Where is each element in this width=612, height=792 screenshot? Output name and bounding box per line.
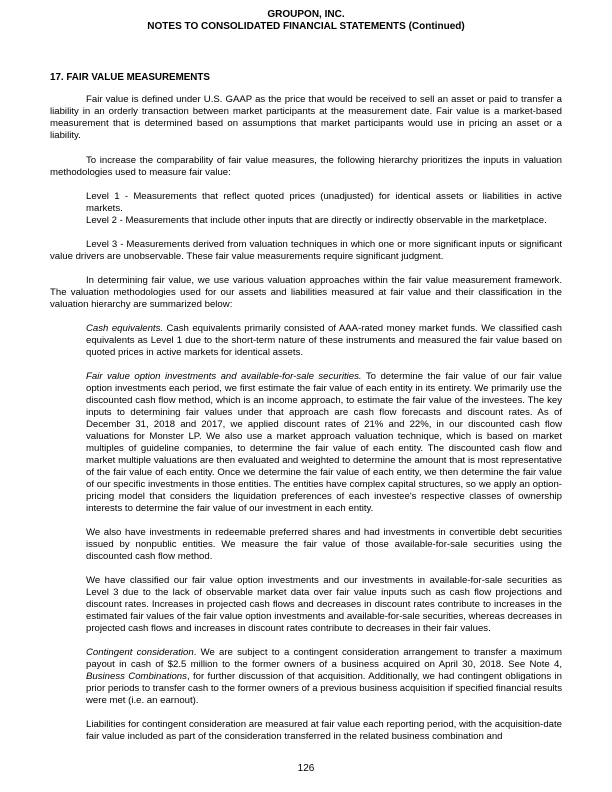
company-name: GROUPON, INC. xyxy=(267,9,345,20)
paragraph-redeemable-preferred: We also have investments in redeemable preferred shares and had investments in convertible debt securities issued by nonpublic entities. We measure the fair value of those available-for-sale securities using the discounted cash flow method. xyxy=(86,527,562,562)
page-number: 126 xyxy=(297,763,315,774)
paragraph-level-1: Level 1 - Measurements that reflect quoted prices (unadjusted) for identical assets or liabilities in active markets. xyxy=(86,191,562,214)
cash-equivalents-heading: Cash equivalents. xyxy=(86,323,164,334)
fair-value-option-heading: Fair value option investments and available-for-sale securities. xyxy=(86,371,362,382)
paragraph-level-3-classification: We have classified our fair value option investments and our investments in available-for-sale securities as Level 3 due to the lack of observable market data over fair value inputs such as cash flow projections and discount rates. Increases in projected cash flows and decreases in discount rates contribute to increases in the estimated fair values of the fair value option investments and available-for-sale securities, whereas decreases in projected cash flows and increases in discount rates contribute to decreases in their fair values. xyxy=(86,575,562,634)
contingent-consideration-heading: Contingent consideration xyxy=(86,647,194,658)
paragraph-fair-value-definition: Fair value is defined under U.S. GAAP as the price that would be received to sell an asset or paid to transfer a liability in an orderly transaction between market participants at the measurement date. Fair value is a market-based measurement that is determined based on assumptions that market participants would use in pricing an asset or a liability. xyxy=(50,94,562,141)
page-subtitle: NOTES TO CONSOLIDATED FINANCIAL STATEMENTS (Continued) xyxy=(147,21,465,32)
contingent-consideration-text-1: . We are subject to a contingent consideration arrangement to transfer a maximum payout in cash of $2.5 million to the former owners of a business acquired on April 30, 2018. See Note 4, xyxy=(86,647,563,670)
paragraph-hierarchy-intro: To increase the comparability of fair value measures, the following hierarchy prioritizes the inputs in valuation methodologies used to measure fair value: xyxy=(50,155,562,178)
paragraph-contingent-consideration xyxy=(86,647,562,707)
contingent-consideration-text-2: , for further discussion of that acquisition. Additionally, we had contingent obligations in prior periods to transfer cash to the former owners of a previous business acquisition if specified financial results were met (i.e. an earnout). xyxy=(86,671,562,706)
paragraph-cash-equivalents xyxy=(86,323,562,359)
fair-value-option-text: To determine the fair value of our fair value option investments each period, we first estimate the fair value of each entity in its entirety. We primarily use the discounted cash flow method, which is an income approach, to estimate the fair value of the investees. The key inputs to determining fair values under that approach are cash flow forecasts and discount rates. As of December 31, 2018 and 2017, we applied discount rates of 21% and 22%, in our discounted cash flow valuations for Monster LP. We also use a market approach valuation technique, which is based on market multiples of guideline companies, to determine the fair value of each entity. The discounted cash flow and market multiple valuations are then evaluated and weighted to determine the amount that is most representative of the fair value of each entity. Once we determine the fair value of each entity, we then determine the fair value of our specific investments in those entities. The entities have complex capital structures, so we apply an option-pricing model that considers the liquidation preferences of each investee's respective classes of ownership interests to determine the fair value of our investment in each entity. xyxy=(86,371,562,514)
paragraph-fair-value-option xyxy=(86,371,562,515)
section-title: 17. FAIR VALUE MEASUREMENTS xyxy=(50,72,210,83)
cash-equivalents-text: Cash equivalents primarily consisted of AAA-rated money market funds. We classified cash equivalents as Level 1 due to the short-term nature of these instruments and measured the fair value based on quoted prices in active markets for identical assets. xyxy=(86,323,562,358)
paragraph-contingent-liabilities: Liabilities for contingent consideration are measured at fair value each reporting period, with the acquisition-date fair value included as part of the consideration transferred in the related business combination and xyxy=(86,719,562,742)
paragraph-level-3: Level 3 - Measurements derived from valuation techniques in which one or more significant inputs or significant value drivers are unobservable. These fair value measurements require significant judgment. xyxy=(50,239,562,262)
paragraph-valuation-approaches: In determining fair value, we use various valuation approaches within the fair value measurement framework. The valuation methodologies used for our assets and liabilities measured at fair value and their classification in the valuation hierarchy are summarized below: xyxy=(50,275,562,310)
paragraph-level-2: Level 2 - Measurements that include other inputs that are directly or indirectly observable in the marketplace. xyxy=(86,215,547,226)
business-combinations-reference: Business Combinations xyxy=(86,671,187,682)
